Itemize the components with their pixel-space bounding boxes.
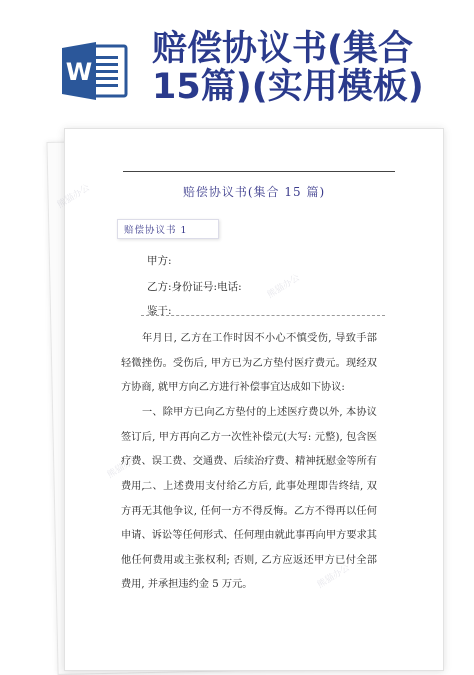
paragraph-3: 二、上述费用支付给乙方后, 此事处理即告终结, 双方再无其他争议, 任何一方不得反悔。乙方不得再以任何申请、诉讼等任何形式、任何理由就此事再向甲方要求其他任何费用或主张权利; 否则, 乙方应返还甲方已付全部费用, 并承担违约金 5 万元。	[121, 481, 377, 590]
watermark: 熊猫办公	[265, 272, 302, 301]
title-line-1: 赔偿协议书(集合	[152, 29, 413, 69]
watermark: 熊猫办公	[315, 562, 352, 591]
party-b-line: 乙方:身份证号:电话:	[147, 281, 242, 293]
signing-rule	[141, 315, 385, 316]
signing-line: 鉴于:	[147, 305, 172, 317]
title-line-2: 15篇)(实用模板)	[152, 67, 424, 107]
top-rule	[123, 171, 395, 172]
party-a-line: 甲方:	[147, 255, 172, 267]
word-document-icon	[62, 40, 128, 102]
document-page	[55, 128, 444, 671]
watermark: 熊猫办公	[105, 452, 142, 481]
paragraph-2: 一、除甲方已向乙方垫付的上述医疗费以外, 本协议签订后, 甲方再向乙方一次性补偿元(大写: 元整), 包含医疗费、误工费、交通费、后续治疗费、精神抚慰金等所有费用,	[121, 407, 377, 492]
watermark: 熊猫办公	[55, 182, 92, 211]
section-heading: 赔偿协议书 1	[124, 225, 188, 236]
paragraph-1: 年月日, 乙方在工作时因不小心不慎受伤, 导致手部轻微挫伤。受伤后, 甲方已为乙方垫付医疗费元。现经双方协商, 就甲方向乙方进行补偿事宜达成如下协议:	[121, 333, 377, 393]
section-heading-box	[117, 219, 219, 239]
document-main-title	[152, 30, 462, 106]
word-icon-letter: W	[65, 58, 93, 86]
paper-title: 赔偿协议书(集合 15 篇)	[182, 185, 326, 199]
